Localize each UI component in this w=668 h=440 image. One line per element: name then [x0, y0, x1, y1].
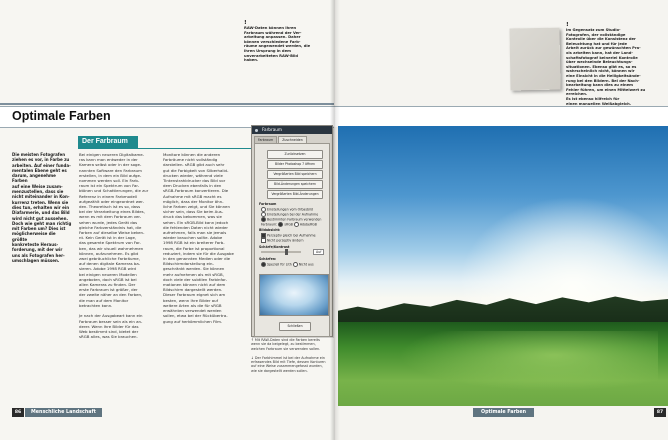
- reset-button[interactable]: Zurücksetzen: [267, 150, 323, 159]
- grey-card-image: [509, 28, 560, 91]
- studio-note-text: Im Gegensatz zum Studio- Fotografen, der vollständige Kontrolle über die Konsistenz der Beleuchtung hat und für jede Arbeit zurück zur gewünschten Pra- xis arbeiten kann, hat der Land- schaftsfotograf keinerlei Kontrolle über wechselnde Beleuchtungs- situationen. Ebenso gibt es, so es wahrscheinlich nicht, können wir eine Einsicht in die Helligkeitsände- rung bei den Bildern. Bei der Nach- bearbeitung kann dies zu einem Fehler führen, um einen Mittelwert zu erreichen. Es ist ebenso hilfreich für einen manuellen Weißabgleich.: [566, 28, 646, 106]
- intro-text: Die meisten Fotografen ziehen es vor, in Farbe zu arbeiten. Auf einer funda- mentalen Ebene geht es darum, angenehme Farben auf eine Weise zusam- menzustellen, dass sie nicht miteinander in Kon- kurrenz treten. Wenn sie dies tun, erhalten wir ein Diafarmerie, und das Bild wird nicht gut aussehen. Doch wie geht man richtig mit Farben um? Dies ist möglicherweise die größte konkreteste Heraus- forderung, mit der wir uns als Fotografen her- umschlagen müssen.: [12, 152, 72, 263]
- dialog-title: Farbraum: [262, 127, 282, 132]
- output-label: Schärfen:: [259, 257, 277, 261]
- studio-note: [566, 22, 664, 110]
- intent-perceptual[interactable]: Perzeptiv gleich bei Aufnahme: [261, 233, 316, 238]
- section-heading: Der Farbraum: [78, 136, 138, 148]
- photo-meadow-highlight: [398, 331, 658, 391]
- intent-label: Bildabsicht:: [259, 228, 281, 232]
- raw-note-text: RAW-Daten können Ihren Farbraum während der Ver- arbeitung anpassen. Daher können verschiedene Farb- räume angewendet werden, die ihren Ursprung in dem unverarbeiteten RAW-Bild haben.: [244, 26, 311, 63]
- tab-zuschneiden[interactable]: Zuschneiden: [278, 136, 307, 143]
- option-original[interactable]: Einstellungen vom Orbasbild: [261, 207, 313, 212]
- note-exclamation-icon: !: [566, 22, 569, 28]
- save-changes-button[interactable]: Bild-Änderungen speichern: [267, 180, 323, 189]
- output-options: Speziell für Lith Nicht aus: [261, 262, 314, 267]
- tab-farbraum[interactable]: Farbraum: [254, 136, 277, 143]
- running-head-left: Menschliche Landschaft: [25, 408, 102, 417]
- colorspace-row: Farbraum: sRGB AdobeRGB: [261, 222, 317, 227]
- dialog-titlebar: [252, 126, 332, 134]
- radio-icon[interactable]: [293, 262, 298, 267]
- body-column-2: Monitore können die anderen Farbräume nicht vollständig darstellen. sRGB gibt auch sehr gut die Farbigkeit von Silberhalid- drucken wieder, während viele Tintenstrahldrucker das Bild vor dem Drucken ebenfalls in den sRGB-Farbraum konvertieren. Die Aufnahme mit sRGB macht es möglich, dass der Monitor ähn- liche Farben zeigt, und Sie können sicher sein, dass Sie beim Aus- druck das bekommen, was sie sehen. Ein sRGB-Bild kann jedoch die fehlenden Daten nicht wieder aufnehmen, falls man sie jemals wieder brauchen sollte. Adobe 1998 RGB ist ein breiterer Farb- raum, die Farbe ist proportional reduziert, indem sie für die Ausgabe in den genannten Medien oder die Bildschirmdarstellung ein- geschränkt werden. Sie können mehr aufnehmen als mit sRGB, doch viele der subtilen Farbinfor- mationen können nicht auf dem Bildschirm dargestellt werden. Dieser Farbraum eignet sich am besten, wenn Ihre Bilder auf weitere Arten als die für sRGB erwähnten verwendet werden sollen, etwa bei der Rückübertra- gung auf herkömmlichen Film.: [163, 152, 234, 324]
- page-number-right: 87: [654, 408, 666, 417]
- left-footer: [0, 408, 334, 417]
- farbraum-label: Farbraum: [259, 202, 277, 206]
- close-button[interactable]: Schließen: [279, 322, 311, 331]
- landscape-photo: [338, 126, 668, 406]
- running-head-right: Optimale Farben: [473, 408, 534, 417]
- title-strip: [0, 103, 334, 105]
- page-title: Optimale Farben: [12, 109, 111, 123]
- raw-note: [244, 20, 330, 84]
- dialog-body: [254, 143, 330, 337]
- intent-no-change[interactable]: Nicht perzeptiv ändern: [261, 238, 304, 243]
- sharpen-value[interactable]: Auf: [313, 249, 324, 255]
- sharpen-label: Schärfe/Kontrast: [259, 245, 290, 249]
- body-column-1: Bei einigen neueren Digitalkame- ras kann man entweder in der Kamera selbst oder in der soge- nannten Software den Farbraum erstellen, in dem ein Bild aufge- nommen werden soll. Ein Farb- raum ist ein Spektrum von Far- btönen und Schattierungen, die zur Referenz in einem Farbmodell aufgezählt oder eingeordnet wer- den. Theoretisch ist es so, dass bei der Verarbeitung eines Bildes, wenn es mit dem Farbraum ver- sehen wurde, jedes Gerät das gleiche Farbverständnis hat, die Farben auf dieselbe Weise beken- nt. Kein Gerät ist in der Lage, das gesamte Spektrum von Far- ben, das wir visuell wahrnehmen können, aufzunehmen. Es gibt zwei gebräuchliche Farbräume, auf denen digitale Kameras ba- sieren. Adobe 1998 RGB wird bei einigen neueren Modellen angeboten, doch sRGB ist bei allen Kameras zu finden. Der erste Farbraum ist größer, der der zweite näher an den Farben, die man auf dem Monitor betrachten kann. Je nach der Ausgabeart kann ein Farbraum besser sein als ein an- derer. Wenn Ihre Bilder für das Web bestimmt sind, bietet der sRGB alles, was Sie brauchen.: [79, 152, 149, 340]
- figure-caption: ↑ Mit RAW-Daten sind die Farben bereits wenn sie da beigelegt, zu bestimmen, welchen Farbraum sie verwenden sollen. ↓ Der Farbhimmel ist bei der Aufnahme ein erfassendes Bild mit Tiefe, dessen Konturen auf eine Weise zusammengefasst wurden, wie sie dargestellt werden sollen.: [251, 338, 326, 373]
- radio-selected-icon[interactable]: [278, 222, 283, 227]
- radio-icon[interactable]: [294, 222, 299, 227]
- dialog-tabs: [252, 134, 332, 143]
- save-enlarged-button[interactable]: Vergrößerten Bild speichern: [267, 170, 323, 179]
- checkbox-icon: [261, 238, 266, 243]
- book-gutter-shadow: [330, 0, 340, 440]
- radio-selected-icon[interactable]: [261, 262, 266, 267]
- note-exclamation-icon: !: [244, 20, 247, 26]
- open-photoshop-button[interactable]: Bilder Photoshop 7 öffnen: [267, 160, 323, 169]
- option-capture[interactable]: Einstellungen bei der Aufnahme: [261, 212, 318, 217]
- slider-thumb[interactable]: [285, 249, 288, 255]
- option-specific[interactable]: Bestimmten Farbraum verwenden: [261, 217, 321, 222]
- preview-thumbnail: [259, 274, 329, 316]
- sharpen-slider[interactable]: [261, 251, 301, 253]
- page-number-left: 86: [12, 408, 24, 417]
- raw-dialog-screenshot: [251, 125, 333, 337]
- enlarged-changes-button[interactable]: Vergrößerten Bild-Änderungen: [267, 190, 323, 199]
- dialog-close-icon[interactable]: [255, 129, 258, 132]
